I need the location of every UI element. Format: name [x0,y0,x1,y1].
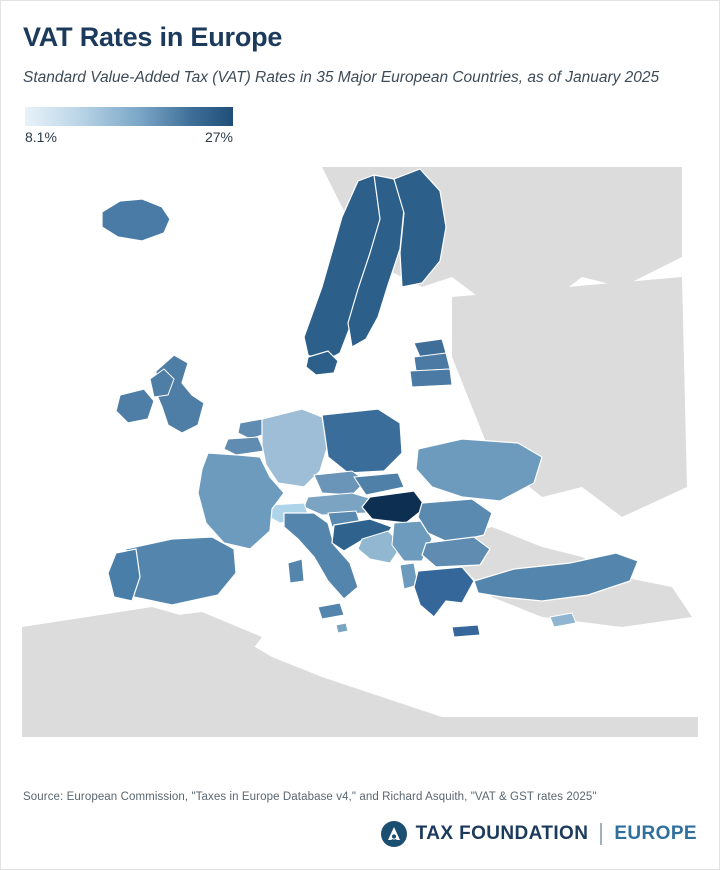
country-poland [322,409,402,473]
country-greece [414,567,474,617]
header [1,1,719,145]
tax-foundation-logo [381,821,697,847]
country-belgium [224,437,264,455]
country-bulgaria [422,537,490,567]
country-italy-sicily [318,603,344,619]
tax-foundation-mark-icon [381,821,407,847]
logo-primary-text: TAX FOUNDATION [415,823,589,844]
country-lithuania [410,369,452,387]
country-ireland [116,389,154,423]
europe-choropleth-map [22,157,698,737]
legend-labels [25,129,233,145]
country-greece-crete [452,625,480,637]
country-iceland [102,199,170,241]
country-italy-sardinia [288,559,304,583]
logo-secondary-text: EUROPE [614,823,697,844]
legend-max-label: 27% [204,129,233,146]
color-legend [23,107,235,145]
legend-gradient-bar [25,107,233,126]
country-ukraine [416,439,542,501]
page-subtitle: Standard Value-Added Tax (VAT) Rates in 35 Major European Countries, as of January 2025 [23,68,660,86]
page-title: VAT Rates in Europe [23,22,283,52]
map-svg [22,157,698,737]
source-note: Source: European Commission, "Taxes in Europe Database v4," and Richard Asquith, "VAT & GST rates 2025" [23,791,597,803]
legend-min-label: 8.1% [25,129,57,146]
country-slovak-republic [354,473,404,495]
country-malta [336,623,348,633]
country-hungary [362,491,426,523]
country-austria [304,493,372,515]
country-portugal [108,549,140,601]
logo-divider [600,823,602,845]
